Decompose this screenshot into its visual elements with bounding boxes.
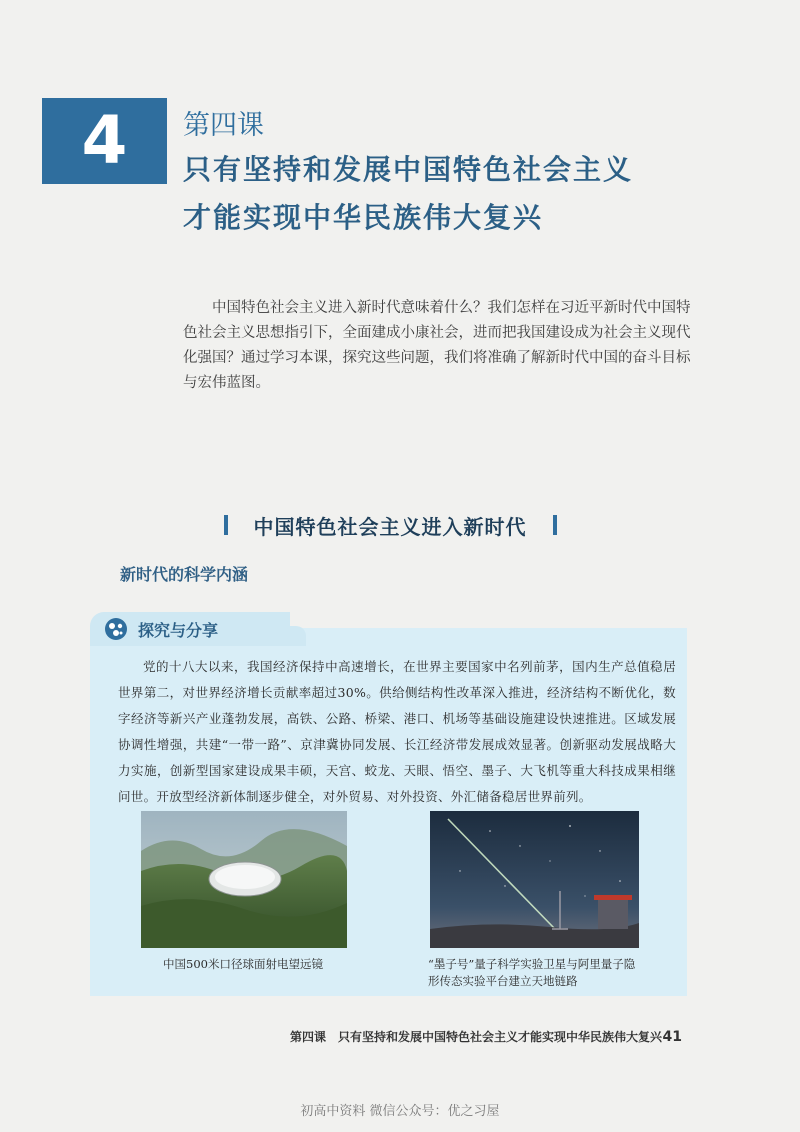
lesson-number-badge [42,98,167,184]
fast-telescope-caption: 中国500米口径球面射电望远镜 [163,957,323,971]
section-header [210,510,570,540]
lesson-title-line-2: 才能实现中华民族伟大复兴 [183,201,544,234]
explore-share-tab [90,612,290,646]
page-number: 41 [662,1029,682,1045]
page-footer [290,1028,682,1045]
fast-telescope-image [141,811,347,948]
micius-satellite-caption: “墨子号”量子科学实验卫星与阿里量子隐形传态实验平台建立天地链路 [428,957,636,988]
micius-satellite-image [430,811,639,948]
lesson-label: 第四课 [183,110,264,141]
lesson-title-line-1: 只有坚持和发展中国特色社会主义 [183,153,634,186]
watermark-text: 初高中资料 微信公众号：优之习屋 [300,1104,500,1119]
subsection-title: 新时代的科学内涵 [120,565,249,584]
footer-lesson-title: 第四课 只有坚持和发展中国特色社会主义才能实现中华民族伟大复兴 [290,1030,663,1044]
section-bar-right [553,515,557,535]
explore-share-icon [104,617,128,641]
section-bar-left [224,515,228,535]
intro-paragraph: 中国特色社会主义进入新时代意味着什么？我们怎样在习近平新时代中国特色社会主义思想指引下，全面建成小康社会，进而把我国建设成为社会主义现代化强国？通过学习本课，探究这些问题，我们将准确了解新时代中国的奋斗目标与宏伟蓝图。 [183,300,691,391]
lesson-number: 4 [81,102,128,179]
explore-share-label: 探究与分享 [138,620,219,640]
explore-share-body: 党的十八大以来，我国经济保持中高速增长，在世界主要国家中名列前茅，国内生产总值稳居世界第二，对世界经济增长贡献率超过30%。供给侧结构性改革深入推进，经济结构不断优化，数字经济等新兴产业蓬勃发展，高铁、公路、桥梁、港口、机场等基础设施建设快速推进。区域发展协调性增强，共建“一带一路”、京津冀协同发展、长江经济带发展成效显著。创新驱动发展战略大力实施，创新型国家建设成果丰硕，天宫、蛟龙、天眼、悟空、墨子、大飞机等重大科技成果相继问世。开放型经济新体制逐步健全，对外贸易、对外投资、外汇储备稳居世界前列。 [118,659,676,804]
micius-satellite-photo [430,811,639,948]
lesson-title [183,146,743,242]
fast-telescope-photo [141,811,347,948]
section-title: 中国特色社会主义进入新时代 [253,514,527,539]
